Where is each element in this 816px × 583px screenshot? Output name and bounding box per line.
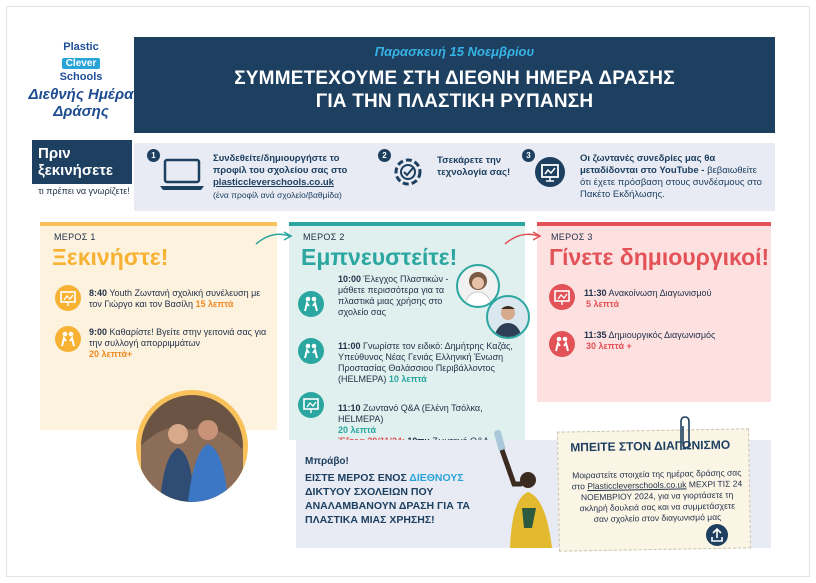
page-title — [134, 67, 775, 113]
section-1-bar — [40, 222, 277, 226]
competition-text — [571, 467, 744, 525]
title-line2: ΓΙΑ ΤΗΝ ΠΛΑΣΤΙΚΗ ΡΥΠΑΝΣΗ — [315, 91, 594, 112]
logo-subtitle: Διεθνής Ημέρα Δράσης — [28, 86, 134, 120]
section-1-item-2 — [89, 327, 269, 360]
item-duration: 5 λεπτά — [586, 299, 619, 309]
paperclip-icon — [676, 414, 692, 454]
title-line1: ΣΥΜΜΕΤΕΧΟΥΜΕ ΣΤΗ ΔΙΕΘΝΗ ΗΜΕΡΑ ΔΡΑΣΗΣ — [234, 68, 675, 89]
section-3-item-1 — [584, 288, 764, 310]
section-3-bar — [537, 222, 771, 226]
step-1-text — [213, 153, 373, 202]
logo-line1: Plastic — [63, 41, 99, 53]
item-text: Γνωρίστε τον ειδικό: Δημήτρης Καζάς, Υπεύθυνος Νέας Γενιάς Ελληνική Ένωση Προστασίας Θαλάσσιου Περιβάλλοντος (HELMEPA) — [338, 341, 513, 384]
competition-heading: ΜΠΕΙΤΕ ΣΤΟΝ ΔΙΑΓΩΝΙΣΜΟ — [570, 437, 731, 455]
section-2-bar — [289, 222, 525, 226]
item-duration: 20 λεπτά — [338, 425, 376, 435]
arrow-icon — [503, 226, 543, 248]
item-duration: 30 λεπτά + — [586, 341, 632, 351]
item-text: Καθαρίστε! Βγείτε στην γειτονιά σας για την συλλογή απορριμμάτων — [89, 327, 267, 348]
item-time: 11:00 — [338, 341, 361, 351]
item-text: Δημιουργικός Διαγωνισμός — [608, 330, 716, 340]
step-3-desc: βεβαιωθείτε ότι έχετε πρόσβαση στους συνδέσμους στο Πακέτο Εκδήλωσης. — [580, 165, 762, 200]
presentation-icon — [298, 392, 324, 418]
people-icon — [55, 326, 81, 352]
step-2-bold: Τσεκάρετε την τεχνολογία σας! — [437, 155, 511, 178]
before-start-subtitle: τι πρέπει να γνωρίζετε! — [38, 186, 130, 196]
step-2-text — [437, 155, 517, 179]
section-1-item-1 — [89, 288, 269, 310]
plastic-clever-logo — [28, 42, 134, 120]
step-number-1: 1 — [147, 149, 160, 162]
section-3-item-2 — [584, 330, 764, 352]
network-part1: ΕΙΣΤΕ ΜΕΡΟΣ ΕΝΟΣ — [305, 472, 407, 484]
competition-text2: ΜΕΧΡΙ ΤΙΣ 24 ΝΟΕΜΒΡΙΟΥ 2024, για να γιορτάσετε τη σκληρή δουλειά σας και να συμμετάσχετε σαν σχολείο στον διαγωνισμό μας — [579, 478, 743, 525]
people-icon — [298, 338, 324, 364]
network-message — [305, 471, 505, 527]
network-part2: ΔΙΚΤΥΟΥ ΣΧΟΛΕΙΩΝ ΠΟΥ ΑΝΑΛΑΜΒΑΝΟΥΝ ΔΡΑΣΗ ΓΙΑ ΤΑ ΠΛΑΣΤΙΚΑ ΜΙΑΣ ΧΡΗΣΗΣ! — [305, 486, 470, 526]
competition-link[interactable]: Plasticcleverschools.co.uk — [587, 479, 687, 492]
item-time: 8:40 — [89, 288, 108, 298]
step-1-bold: Συνδεθείτε/δημιουργήστε το προφίλ του σχολείου σας στο — [213, 153, 348, 176]
item-duration: 10 λεπτά — [388, 374, 427, 384]
step-3-bold: Οι ζωντανές συνεδρίες μας θα μεταδίδονται στο YouTube - — [580, 153, 716, 176]
item-time: 9:00 — [89, 327, 108, 337]
logo-line3: Schools — [59, 71, 103, 83]
bravo-text: Μπράβο! — [305, 456, 349, 467]
item-text: Ανακοίνωση Διαγωνισμού — [608, 288, 712, 298]
profile-link[interactable]: plasticcleverschools.co.uk — [213, 177, 334, 188]
event-date: Παρασκευή 15 Νοεμβρίου — [374, 44, 535, 59]
item-text: Έλεγχος Πλαστικών - μάθετε περισσότερα για τα πλαστικά μιας χρήσης στο σχολείο σας — [338, 274, 449, 317]
item-time: 10:00 — [338, 274, 362, 284]
item-text: Ζωντανό Q&A (Ελένη Τσόλκα, HELMEPA) — [338, 403, 483, 424]
step-number-3: 3 — [522, 149, 535, 162]
presentation-icon — [549, 284, 575, 310]
section-3-heading: Γίνετε δημιουργικοί! — [549, 244, 770, 270]
item-time: 11:35 — [584, 330, 607, 340]
section-3-part: ΜΕΡΟΣ 3 — [551, 232, 593, 242]
step-number-2: 2 — [378, 149, 391, 162]
section-2-heading: Εμπνευστείτε! — [301, 244, 458, 270]
competition-text1: Μοιραστείτε στοιχεία της ημέρας δράσης σας στο — [571, 467, 742, 492]
people-icon — [298, 291, 324, 317]
section-2-part: ΜΕΡΟΣ 2 — [303, 232, 345, 242]
item-duration: 20 λεπτά+ — [89, 349, 133, 359]
item-time: 11:10 — [338, 403, 361, 413]
item-duration: 15 λεπτά — [195, 299, 234, 309]
logo-line2: Clever — [62, 58, 101, 69]
header-banner — [134, 37, 775, 133]
step-3-text — [580, 153, 762, 201]
share-icon[interactable] — [706, 524, 728, 546]
child-photo — [492, 428, 556, 548]
item-time: 11:30 — [584, 288, 607, 298]
section-3 — [537, 222, 771, 402]
step-1-note: (ένα προφίλ ανά σχολείο/βαθμίδα) — [213, 190, 342, 200]
section-1-part: ΜΕΡΟΣ 1 — [54, 232, 96, 242]
people-icon — [549, 331, 575, 357]
gear-check-icon — [388, 152, 428, 197]
presentation-icon — [534, 156, 566, 193]
students-photo — [136, 390, 248, 502]
section-2-item-1 — [338, 274, 474, 318]
item-text: Youth Ζωντανή σχολική συνέλευση με τον Γιώργο και τον Βασίλη — [89, 288, 261, 309]
section-2-item-2 — [338, 341, 522, 385]
presentation-icon — [55, 285, 81, 311]
expert-photo-2 — [486, 295, 530, 339]
arrow-icon — [254, 226, 294, 248]
network-highlight: ΔΙΕΘΝΟΥΣ — [409, 472, 464, 484]
before-start-title: Πριν ξεκινήσετε — [32, 140, 132, 184]
laptop-icon — [158, 157, 206, 198]
section-1-heading: Ξεκινήστε! — [52, 244, 169, 270]
